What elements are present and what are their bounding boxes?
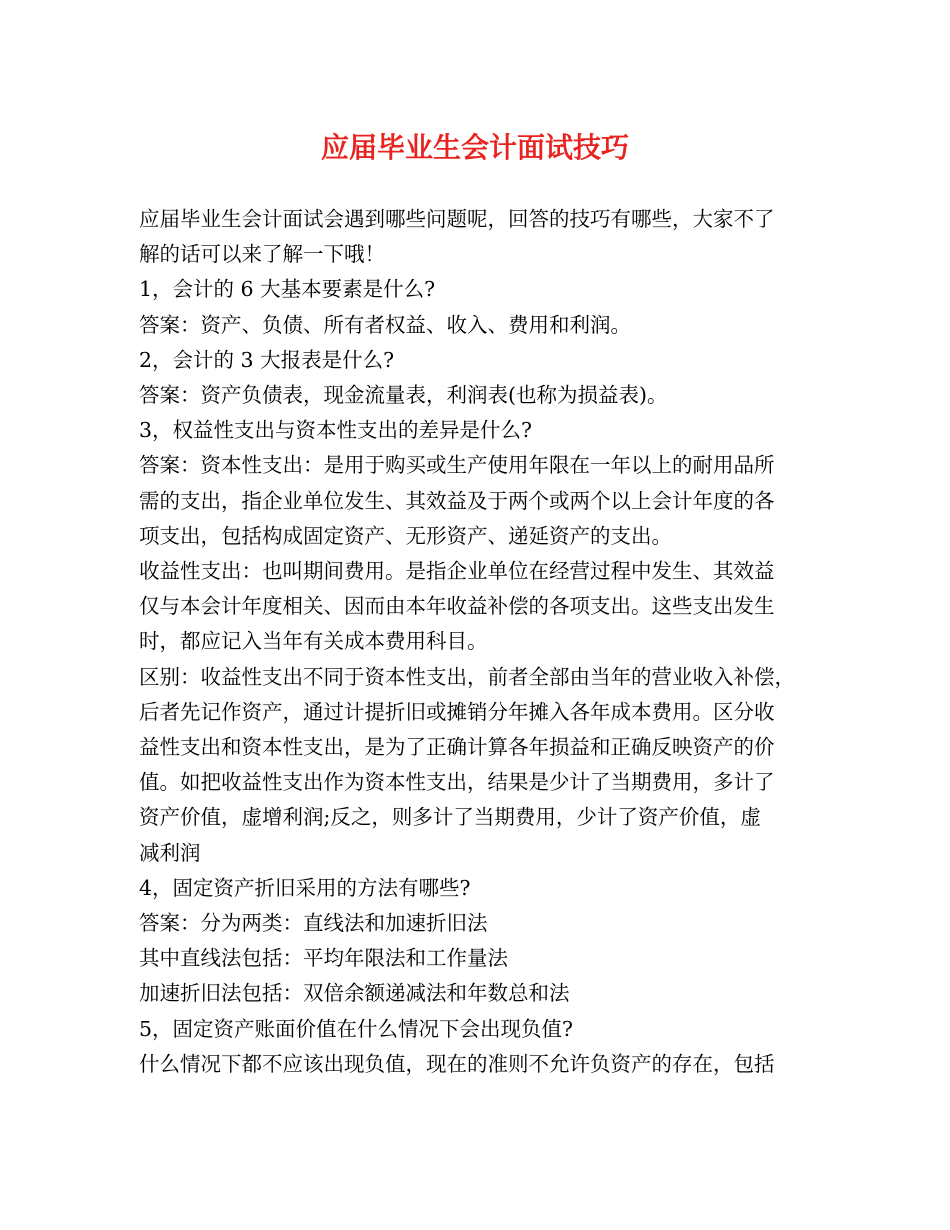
question-1: 1，会计的 6 大基本要素是什么? (139, 277, 436, 302)
question-5: 5，固定资产账面价值在什么情况下会出现负值? (139, 1016, 574, 1041)
answer-2: 答案：资产负债表，现金流量表，利润表(也称为损益表)。 (139, 383, 668, 408)
difference-line: 值。如把收益性支出作为资本性支出，结果是少计了当期费用，多计了 (139, 770, 775, 795)
document-body (139, 202, 819, 1082)
difference-line: 减利润 (139, 840, 201, 865)
difference-line: 益性支出和资本性支出，是为了正确计算各年损益和正确反映资产的价 (139, 735, 775, 760)
difference-line: 资产价值，虚增利润;反之，则多计了当期费用，少计了资产价值，虚 (139, 805, 761, 830)
revenue-expenditure-line: 时，都应记入当年有关成本费用科目。 (139, 629, 488, 654)
answer-1: 答案：资产、负债、所有者权益、收入、费用和利润。 (139, 312, 631, 337)
answer-4-line: 其中直线法包括：平均年限法和工作量法 (139, 946, 508, 971)
document-title: 应届毕业生会计面试技巧 (320, 131, 629, 164)
text-line: 应届毕业生会计面试会遇到哪些问题呢，回答的技巧有哪些，大家不了 (139, 207, 775, 231)
text-line: 解的话可以来了解一下哦！ (139, 242, 385, 267)
answer-3-line: 项支出，包括构成固定资产、无形资产、递延资产的支出。 (139, 523, 672, 548)
question-3: 3，权益性支出与资本性支出的差异是什么? (139, 418, 533, 443)
answer-4-line: 加速折旧法包括：双倍余额递减法和年数总和法 (139, 981, 570, 1006)
answer-3-line: 需的支出，指企业单位发生、其效益及于两个或两个以上会计年度的各 (139, 488, 775, 513)
question-2: 2，会计的 3 大报表是什么? (139, 347, 395, 372)
difference-line: 后者先记作资产，通过计提折旧或摊销分年摊入各年成本费用。区分收 (139, 699, 775, 724)
revenue-expenditure-line: 收益性支出：也叫期间费用。是指企业单位在经营过程中发生、其效益 (139, 559, 775, 584)
difference-line: 区别：收益性支出不同于资本性支出，前者全部由当年的营业收入补偿， (139, 664, 795, 689)
question-4: 4，固定资产折旧采用的方法有哪些? (139, 875, 471, 900)
answer-5-line: 什么情况下都不应该出现负值，现在的准则不允许负资产的存在，包括 (139, 1051, 775, 1076)
answer-4-line: 答案：分为两类：直线法和加速折旧法 (139, 911, 488, 936)
revenue-expenditure-line: 仅与本会计年度相关、因而由本年收益补偿的各项支出。这些支出发生 (139, 594, 775, 619)
answer-3-line: 答案：资本性支出：是用于购买或生产使用年限在一年以上的耐用品所 (139, 453, 775, 478)
